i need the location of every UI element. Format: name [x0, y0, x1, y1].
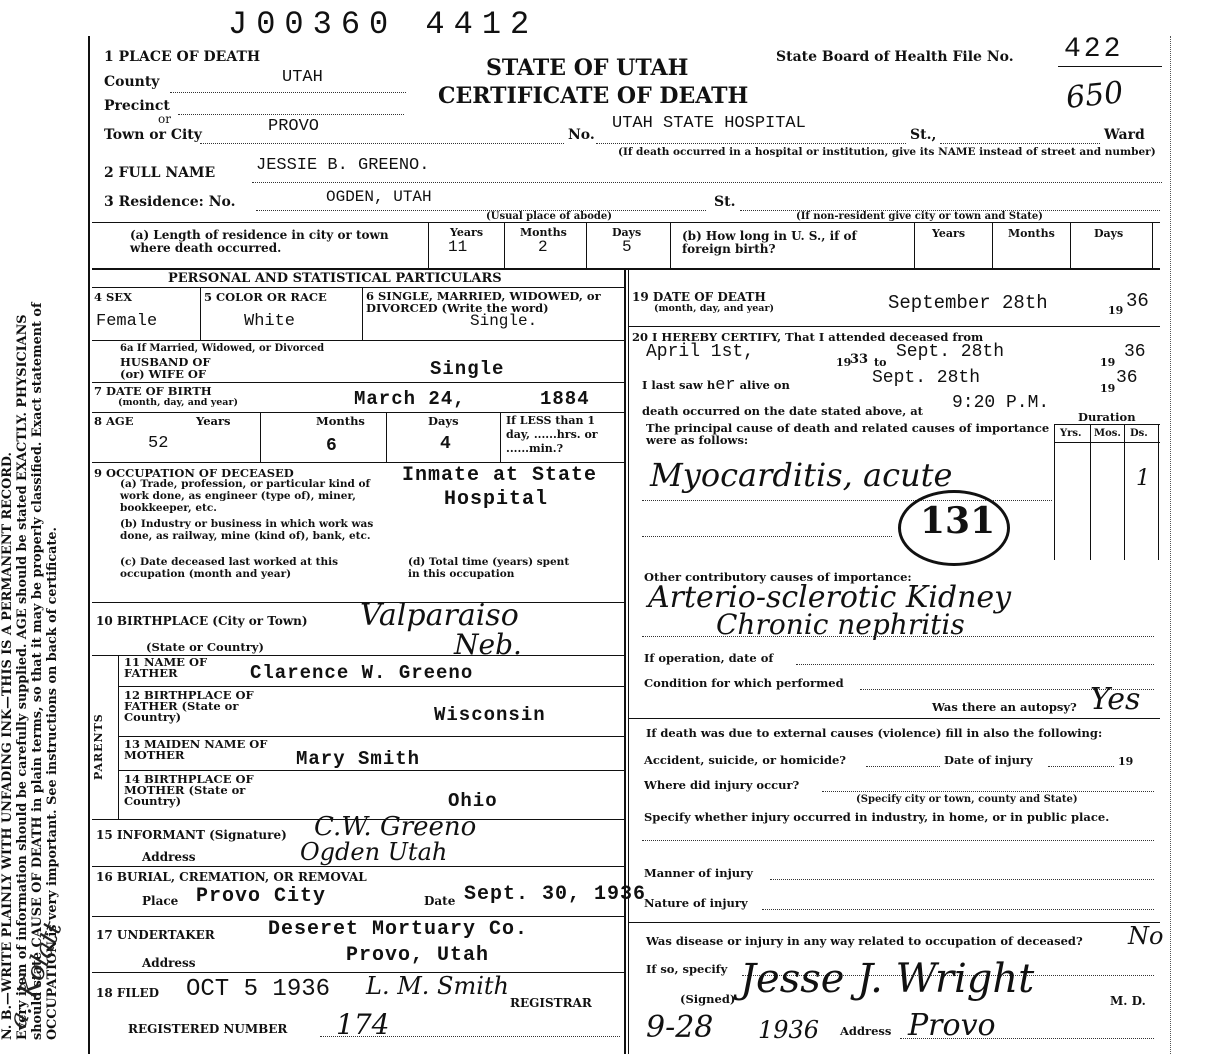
- accident-label: Accident, suicide, or homicide?: [644, 753, 847, 767]
- nature-label: Nature of injury: [644, 896, 748, 910]
- res-months-header: Months: [520, 226, 567, 239]
- age-label: 8 AGE: [94, 414, 134, 428]
- from-year: 33: [850, 352, 869, 367]
- spouse-value: Single: [430, 358, 505, 380]
- occupation-a-label: (a) Trade, profession, or particular kind of work done, as engineer (type of), miner, bookkeeper, etc.: [120, 478, 371, 514]
- operation-label: If operation, date of: [644, 651, 774, 665]
- father-label: 11 NAME OF FATHER: [124, 655, 208, 680]
- informant-address: Ogden Utah: [300, 838, 448, 866]
- to-label: to: [874, 356, 887, 369]
- burial-date-label: Date: [424, 894, 456, 908]
- cause-label: The principal cause of death and related causes of importance were as follows:: [646, 421, 1050, 447]
- mother-value: Mary Smith: [296, 748, 421, 770]
- signer-address: Provo: [908, 1008, 996, 1043]
- residence-st-label: St.: [714, 194, 736, 210]
- burial-date: Sept. 30, 1936: [464, 883, 647, 906]
- dur-yrs-header: Yrs.: [1060, 428, 1082, 439]
- birthplace-city: Valparaiso: [360, 598, 519, 633]
- signed-date: 9-28: [646, 1010, 714, 1045]
- from-nineteen: 19: [836, 356, 852, 369]
- burial-place: Provo City: [196, 885, 327, 908]
- burial-place-label: Place: [142, 894, 179, 908]
- age-months-header: Months: [316, 414, 365, 428]
- us-years-header: Years: [932, 227, 966, 240]
- informant-address-label: Address: [142, 850, 196, 864]
- last-saw-value: Sept. 28th: [872, 368, 981, 388]
- time-label: death occurred on the date stated above, at: [642, 404, 923, 418]
- file-no-label: State Board of Health File No.: [776, 49, 1014, 65]
- burial-label: 16 BURIAL, CREMATION, OR REMOVAL: [96, 870, 367, 884]
- if-so-label: If so, specify: [646, 962, 728, 976]
- ward-label: Ward: [1104, 127, 1145, 143]
- cause-code: 131: [920, 500, 996, 542]
- last-saw-label: I last saw her alive on: [642, 376, 790, 395]
- res-years-value: 11: [448, 238, 468, 256]
- occupation-label: 9 OCCUPATION OF DECEASED: [94, 466, 294, 480]
- age-years-value: 52: [148, 434, 169, 453]
- registrar-label: REGISTRAR: [510, 996, 592, 1010]
- nonresident-note: (If non-resident give city or town and State): [796, 211, 1043, 222]
- dod-value: September 28th: [888, 292, 1048, 314]
- cause-value: Myocarditis, acute: [650, 456, 953, 494]
- dod-sub: (month, day, and year): [654, 303, 774, 314]
- physician-signature: Jesse J. Wright: [740, 956, 1035, 1002]
- race-label: 5 COLOR OR RACE: [204, 290, 327, 304]
- dob-year: 1884: [540, 388, 590, 410]
- undertaker-address: Provo, Utah: [346, 944, 490, 967]
- place-of-death-heading: 1 PLACE OF DEATH: [104, 49, 261, 65]
- time-value: 9:20 P.M.: [952, 393, 1050, 413]
- registrar-signature: L. M. Smith: [366, 972, 510, 1000]
- precinct-label: Precinct: [104, 98, 170, 114]
- no-label: No.: [568, 127, 595, 143]
- undertaker-label: 17 UNDERTAKER: [96, 928, 215, 942]
- last-saw-year: 36: [1116, 368, 1138, 388]
- dur-ds-header: Ds.: [1130, 428, 1148, 439]
- us-residence-label: (b) How long in U. S., if of foreign birth?: [682, 229, 857, 256]
- full-name-label: 2 FULL NAME: [104, 165, 216, 181]
- signer-address-label: Address: [840, 1024, 892, 1038]
- undertaker-value: Deseret Mortuary Co.: [268, 918, 529, 941]
- certify-label: 20 I HEREBY CERTIFY, That I attended deceased from: [632, 330, 984, 344]
- institution-value: UTAH STATE HOSPITAL: [612, 114, 806, 133]
- margin-line-3: should state CAUSE OF DEATH in plain terms, so that it may be properly classified. Exact statement of: [30, 302, 45, 1040]
- specify-place-note: (Specify city or town, county and State): [856, 794, 1078, 805]
- county-label: County: [104, 74, 160, 90]
- father-bp-label: 12 BIRTHPLACE OF FATHER (State or Country): [124, 688, 254, 724]
- us-days-header: Days: [1094, 227, 1124, 240]
- attended-to: Sept. 28th: [896, 342, 1005, 362]
- filed-label: 18 FILED: [96, 986, 159, 1000]
- file-no-value: 422: [1064, 34, 1124, 65]
- personal-heading: PERSONAL AND STATISTICAL PARTICULARS: [168, 271, 502, 286]
- md-label: M. D.: [1110, 994, 1146, 1008]
- signed-year: 1936: [758, 1016, 820, 1044]
- spouse-label-a: 6a If Married, Widowed, or Divorced: [120, 343, 325, 354]
- margin-handwriting: a. Kolatt: [2, 917, 69, 1033]
- occupation-value-1: Inmate at State: [402, 464, 598, 487]
- age-days-header: Days: [428, 414, 459, 428]
- or-label: or: [158, 112, 171, 126]
- birthplace-state-label: (State or Country): [146, 640, 264, 654]
- injury-nineteen: 19: [1118, 755, 1134, 768]
- birthplace-state: Neb.: [454, 628, 522, 661]
- spouse-label-b: HUSBAND OF: [120, 355, 211, 369]
- contrib-label: Other contributory causes of importance:: [644, 570, 912, 584]
- dod-year: 36: [1126, 290, 1149, 312]
- external-causes-label: If death was due to external causes (violence) fill in also the following:: [646, 726, 1103, 740]
- age-years-header: Years: [196, 414, 231, 428]
- residence-label: 3 Residence: No.: [104, 194, 236, 210]
- undertaker-address-label: Address: [142, 956, 196, 970]
- res-days-header: Days: [612, 226, 642, 239]
- informant-signature: C.W. Greeno: [314, 812, 477, 842]
- father-bp-value: Wisconsin: [434, 704, 546, 726]
- dob-value: March 24,: [354, 388, 466, 410]
- res-days-value: 5: [622, 238, 632, 256]
- contrib-value-1: Arterio-sclerotic Kidney: [648, 580, 1012, 615]
- age-months-value: 6: [326, 436, 337, 456]
- occupation-d-label: (d) Total time (years) spent in this occupation: [408, 556, 570, 580]
- reg-number-value: 174: [336, 1008, 390, 1041]
- sex-value: Female: [96, 312, 158, 331]
- where-injury-label: Where did injury occur?: [644, 778, 800, 792]
- spouse-label-c: (or) WIFE OF: [120, 367, 207, 381]
- duration-label: Duration: [1078, 410, 1136, 424]
- to-nineteen: 19: [1100, 356, 1116, 369]
- autopsy-label: Was there an autopsy?: [932, 700, 1077, 714]
- left-margin-instructions: [0, 40, 60, 1040]
- county-value: UTAH: [282, 68, 323, 87]
- filed-date: OCT 5 1936: [186, 976, 331, 1003]
- length-residence-label: (a) Length of residence in city or town where death occurred.: [130, 228, 389, 255]
- condition-label: Condition for which performed: [644, 676, 844, 690]
- town-value: PROVO: [268, 117, 320, 136]
- certificate-number: J00360 4412: [228, 6, 539, 43]
- full-name-value: JESSIE B. GREENO.: [256, 156, 430, 175]
- dod-nineteen: 19: [1108, 304, 1124, 317]
- margin-line-2: Every item of information should be carefully supplied. AGE should be stated EXACTLY. PHYSICIANS: [15, 314, 30, 1040]
- signed-label: (Signed): [680, 992, 736, 1006]
- cause-duration: 1: [1136, 466, 1150, 491]
- sex-label: 4 SEX: [94, 290, 132, 304]
- us-months-header: Months: [1008, 227, 1055, 240]
- occupation-related-value: No: [1128, 922, 1164, 950]
- occupation-value-2: Hospital: [444, 488, 549, 511]
- father-value: Clarence W. Greeno: [250, 662, 474, 684]
- margin-line-1: N. B.—WRITE PLAINLY WITH UNFADING INK—THIS IS A PERMANENT RECORD.: [0, 452, 15, 1040]
- autopsy-value: Yes: [1090, 682, 1141, 717]
- handwritten-number: 650: [1064, 75, 1125, 116]
- attended-from: April 1st,: [646, 342, 755, 362]
- res-years-header: Years: [450, 226, 484, 239]
- to-year: 36: [1124, 342, 1146, 362]
- dod-label: 19 DATE OF DEATH: [632, 290, 766, 304]
- margin-line-4: OCCUPATION is very important. See instructions on back of certificate.: [45, 527, 60, 1040]
- less-than-day-label: If LESS than 1 day, ......hrs. or ......min.?: [506, 414, 598, 455]
- st-label: St.,: [910, 127, 937, 143]
- marital-label: 6 SINGLE, MARRIED, WIDOWED, or DIVORCED (Write the word): [366, 289, 601, 315]
- manner-label: Manner of injury: [644, 866, 753, 880]
- occupation-related-label: Was disease or injury in any way related to occupation of deceased?: [646, 934, 1083, 948]
- parents-label: PARENTS: [92, 713, 105, 780]
- usual-abode-note: (Usual place of abode): [486, 211, 612, 222]
- birthplace-label: 10 BIRTHPLACE (City or Town): [96, 614, 308, 628]
- certificate-title: CERTIFICATE OF DEATH: [438, 83, 749, 109]
- mother-bp-value: Ohio: [448, 790, 498, 812]
- institution-note: (If death occurred in a hospital or institution, give its NAME instead of street and number): [618, 146, 1156, 158]
- residence-value: OGDEN, UTAH: [326, 188, 432, 206]
- race-value: White: [244, 312, 296, 331]
- specify-industry-label: Specify whether injury occurred in industry, in home, or in public place.: [644, 810, 1110, 824]
- last-saw-nineteen: 19: [1100, 382, 1116, 395]
- age-days-value: 4: [440, 434, 451, 454]
- res-months-value: 2: [538, 238, 548, 256]
- marital-value: Single.: [470, 312, 538, 330]
- informant-label: 15 INFORMANT (Signature): [96, 828, 287, 842]
- occupation-b-label: (b) Industry or business in which work was done, as railway, mine (kind of), bank, etc.: [120, 518, 374, 542]
- reg-number-label: REGISTERED NUMBER: [128, 1022, 288, 1036]
- state-heading: STATE OF UTAH: [486, 55, 689, 81]
- injury-date-label: Date of injury: [944, 753, 1033, 767]
- mother-label: 13 MAIDEN NAME OF MOTHER: [124, 737, 268, 762]
- occupation-c-label: (c) Date deceased last worked at this occupation (month and year): [120, 556, 338, 580]
- contrib-value-2: Chronic nephritis: [716, 608, 965, 641]
- town-label: Town or City: [104, 127, 202, 143]
- dob-label: 7 DATE OF BIRTH: [94, 384, 212, 398]
- mother-bp-label: 14 BIRTHPLACE OF MOTHER (State or Country): [124, 772, 254, 808]
- dob-sub: (month, day, and year): [118, 397, 238, 408]
- dur-mos-header: Mos.: [1094, 428, 1121, 439]
